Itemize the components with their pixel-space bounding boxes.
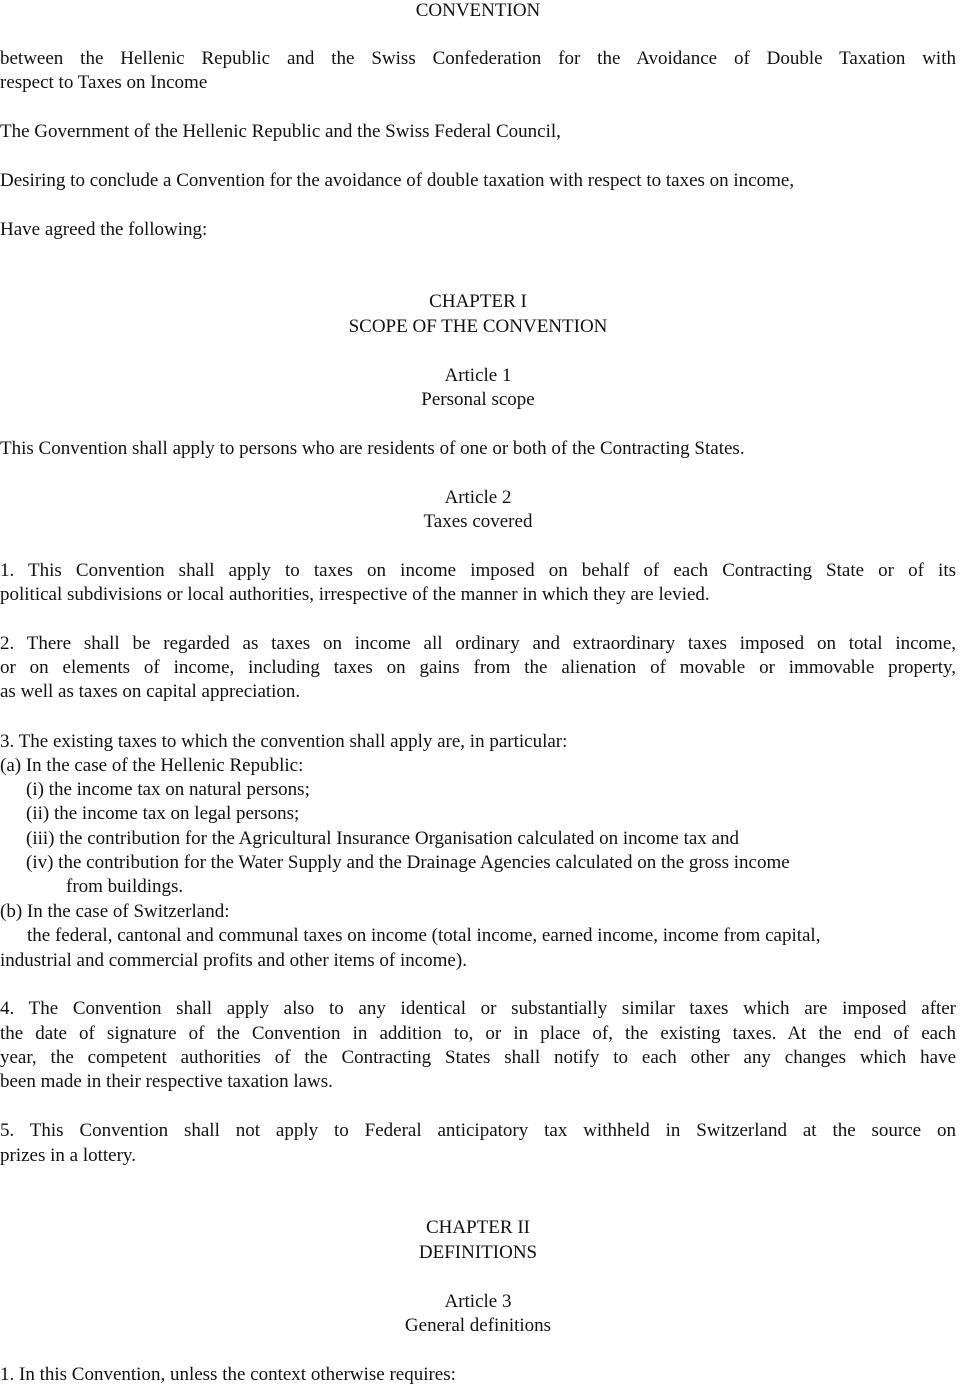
article-2-p4-line-4: been made in their respective taxation laws. [0,1071,333,1092]
chapter-2-number: CHAPTER II [426,1217,530,1238]
article-1-number: Article 1 [444,365,512,386]
article-1-text: This Convention shall apply to persons who are residents of one or both of the Contracting States. [0,438,745,459]
article-2-p4-line-1: 4. The Convention shall apply also to any identical or substantially similar taxes which are imposed after [0,998,956,1019]
article-2-p4-line-2: the date of signature of the Convention in addition to, or in place of, the existing taxes. At the end of each [0,1023,956,1044]
article-2-p1-line-1: 1. This Convention shall apply to taxes on income imposed on behalf of each Contracting State or of its [0,560,956,581]
article-2-p5-line-1: 5. This Convention shall not apply to Federal anticipatory tax withheld in Switzerland at the source on [0,1120,956,1141]
article-2-p3-intro: 3. The existing taxes to which the convention shall apply are, in particular: [0,731,568,752]
chapter-1-title: SCOPE OF THE CONVENTION [348,316,608,337]
article-3-number: Article 3 [444,1291,512,1312]
preamble-desiring: Desiring to conclude a Convention for the avoidance of double taxation with respect to taxes on income, [0,170,795,191]
chapter-2-title: DEFINITIONS [418,1242,538,1263]
article-2-p3-a-item-iv: (iv) the contribution for the Water Supply and the Drainage Agencies calculated on the gross income [26,852,790,873]
article-2-p3-a-item-iv-cont: from buildings. [66,876,184,897]
article-2-p3-b-text-line-1: the federal, cantonal and communal taxes on income (total income, earned income, income from capital, [27,925,821,946]
article-2-number: Article 2 [444,487,512,508]
subtitle-line-2: respect to Taxes on Income [0,72,208,93]
article-2-p2-line-3: as well as taxes on capital appreciation. [0,681,301,702]
article-3-title: General definitions [404,1315,552,1336]
article-1-title: Personal scope [421,389,535,410]
preamble-agreed: Have agreed the following: [0,219,208,240]
article-2-p3-a-item-i: (i) the income tax on natural persons; [26,779,310,800]
subtitle-line-1: between the Hellenic Republic and the Swiss Confederation for the Avoidance of Double Taxation with [0,48,956,69]
article-2-p1-line-2: political subdivisions or local authorities, irrespective of the manner in which they are levied. [0,584,710,605]
article-2-p5-line-2: prizes in a lottery. [0,1145,136,1166]
article-2-p3-b-label: (b) In the case of Switzerland: [0,901,230,922]
article-2-p3-a-label: (a) In the case of the Hellenic Republic: [0,755,304,776]
preamble-parties: The Government of the Hellenic Republic and the Swiss Federal Council, [0,121,561,142]
article-2-p4-line-3: year, the competent authorities of the Contracting States shall notify to each other any changes which have [0,1047,956,1068]
article-2-p3-a-item-iii: (iii) the contribution for the Agricultural Insurance Organisation calculated on income tax and [26,828,739,849]
article-2-title: Taxes covered [423,511,533,532]
article-2-p3-a-item-ii: (ii) the income tax on legal persons; [26,803,300,824]
article-2-p3-b-text-line-2: industrial and commercial profits and other items of income). [0,950,467,971]
article-3-p1: 1. In this Convention, unless the context otherwise requires: [0,1364,456,1385]
article-2-p2-line-1: 2. There shall be regarded as taxes on income all ordinary and extraordinary taxes imposed on total income, [0,633,956,654]
chapter-1-number: CHAPTER I [429,291,527,312]
article-2-p2-line-2: or on elements of income, including taxes on gains from the alienation of movable or immovable property, [0,657,956,678]
document-title: CONVENTION [415,0,541,21]
